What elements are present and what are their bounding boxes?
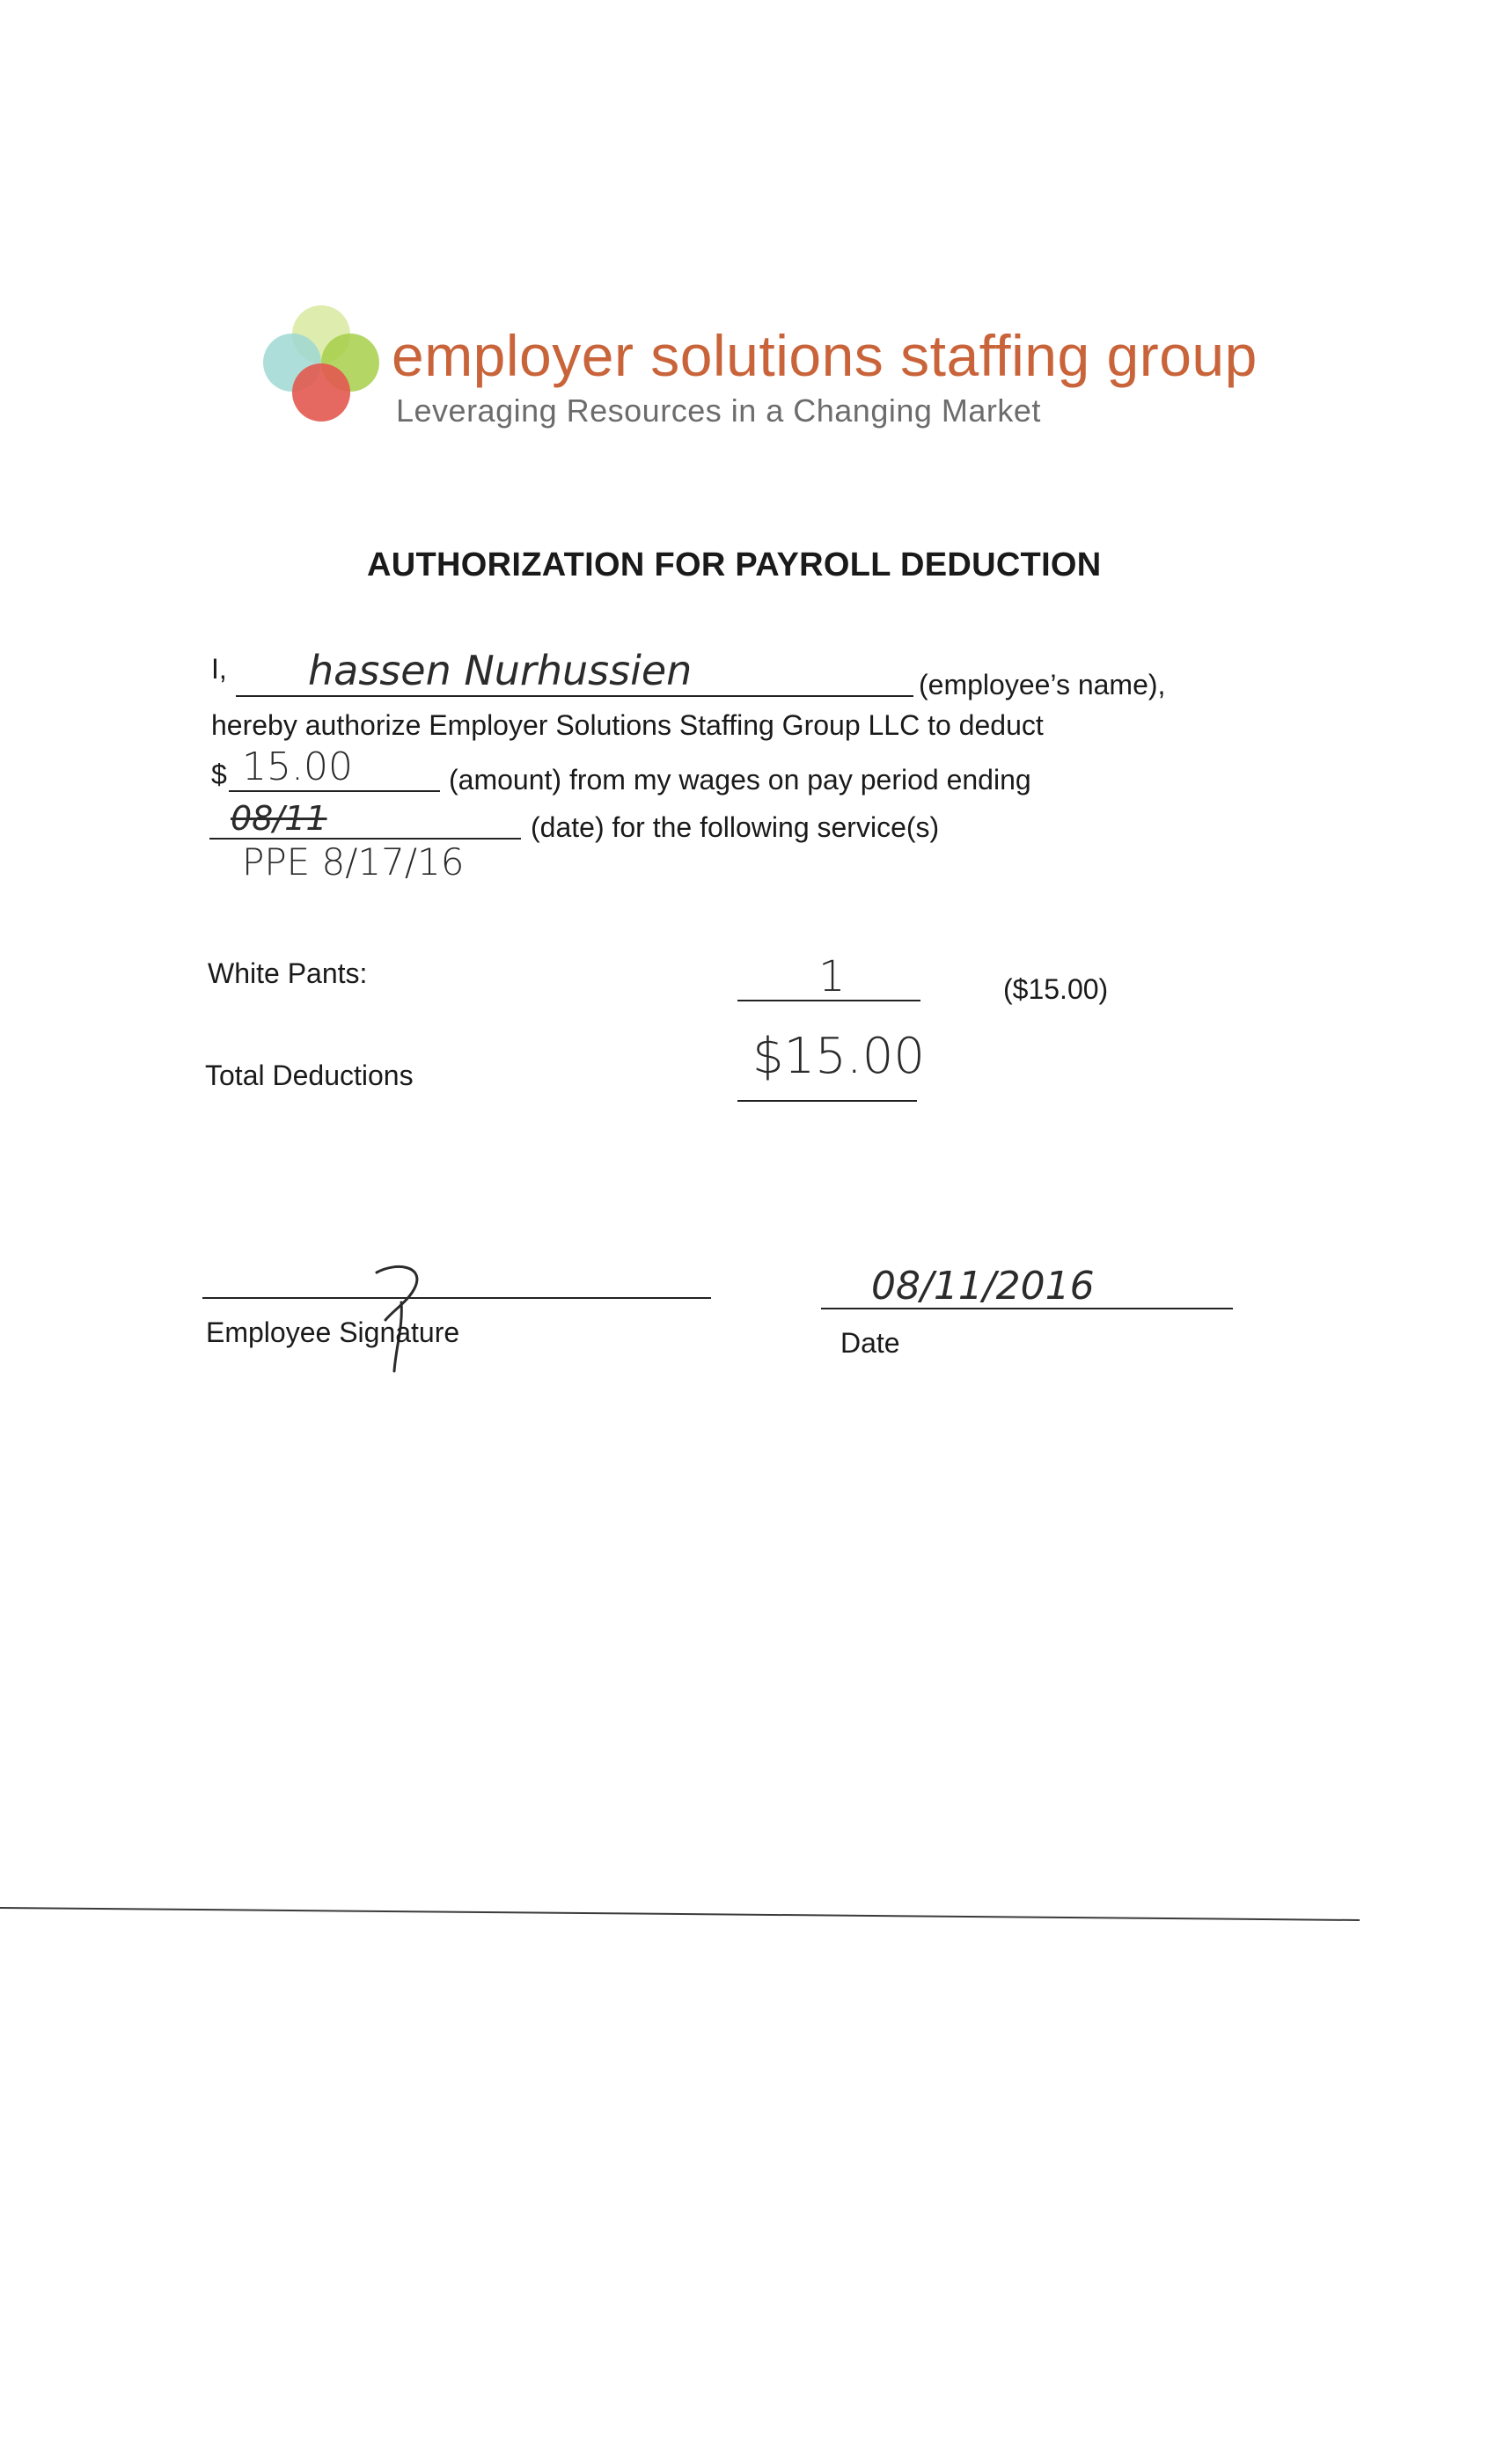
authorize-text: hereby authorize Employer Solutions Staffing Group LLC to deduct [211, 709, 1044, 741]
logo-company-name: employer solutions staffing group [392, 323, 1258, 388]
employee-name-label: (employee’s name), [919, 669, 1166, 700]
form-title: AUTHORIZATION FOR PAYROLL DEDUCTION [367, 546, 1102, 583]
pay-period-date-line [209, 838, 521, 840]
logo-tagline: Leveraging Resources in a Changing Market [396, 392, 1041, 429]
item-price: ($15.00) [1003, 973, 1109, 1005]
employee-name-handwritten: hassen Nurhussien [308, 647, 693, 694]
total-handwritten: $15.00 [752, 1028, 925, 1085]
amount-line [229, 790, 440, 792]
signature-line [202, 1297, 711, 1299]
date-correction-handwritten: PPE 8/17/16 [242, 840, 465, 884]
employee-signature-label: Employee Signature [206, 1316, 460, 1348]
total-deductions-label: Total Deductions [205, 1060, 414, 1091]
item-white-pants-label: White Pants: [208, 957, 368, 989]
amount-handwritten: 15.00 [242, 744, 353, 789]
page-divider-line [0, 1892, 1373, 1927]
total-line [737, 1100, 917, 1102]
signature-date-handwritten: 08/11/2016 [871, 1264, 1095, 1309]
line1-prefix: I, [211, 653, 227, 685]
amount-label: (amount) from my wages on pay period ending [449, 764, 1031, 796]
date-struck-handwritten: 08/11 [231, 799, 327, 838]
item-qty-handwritten: 1 [818, 952, 846, 1001]
employee-name-line [236, 695, 913, 697]
date-field-label: Date [840, 1327, 900, 1359]
amount-prefix: $ [211, 759, 227, 790]
date-label: (date) for the following service(s) [531, 811, 940, 843]
logo-circles-icon [255, 299, 387, 431]
